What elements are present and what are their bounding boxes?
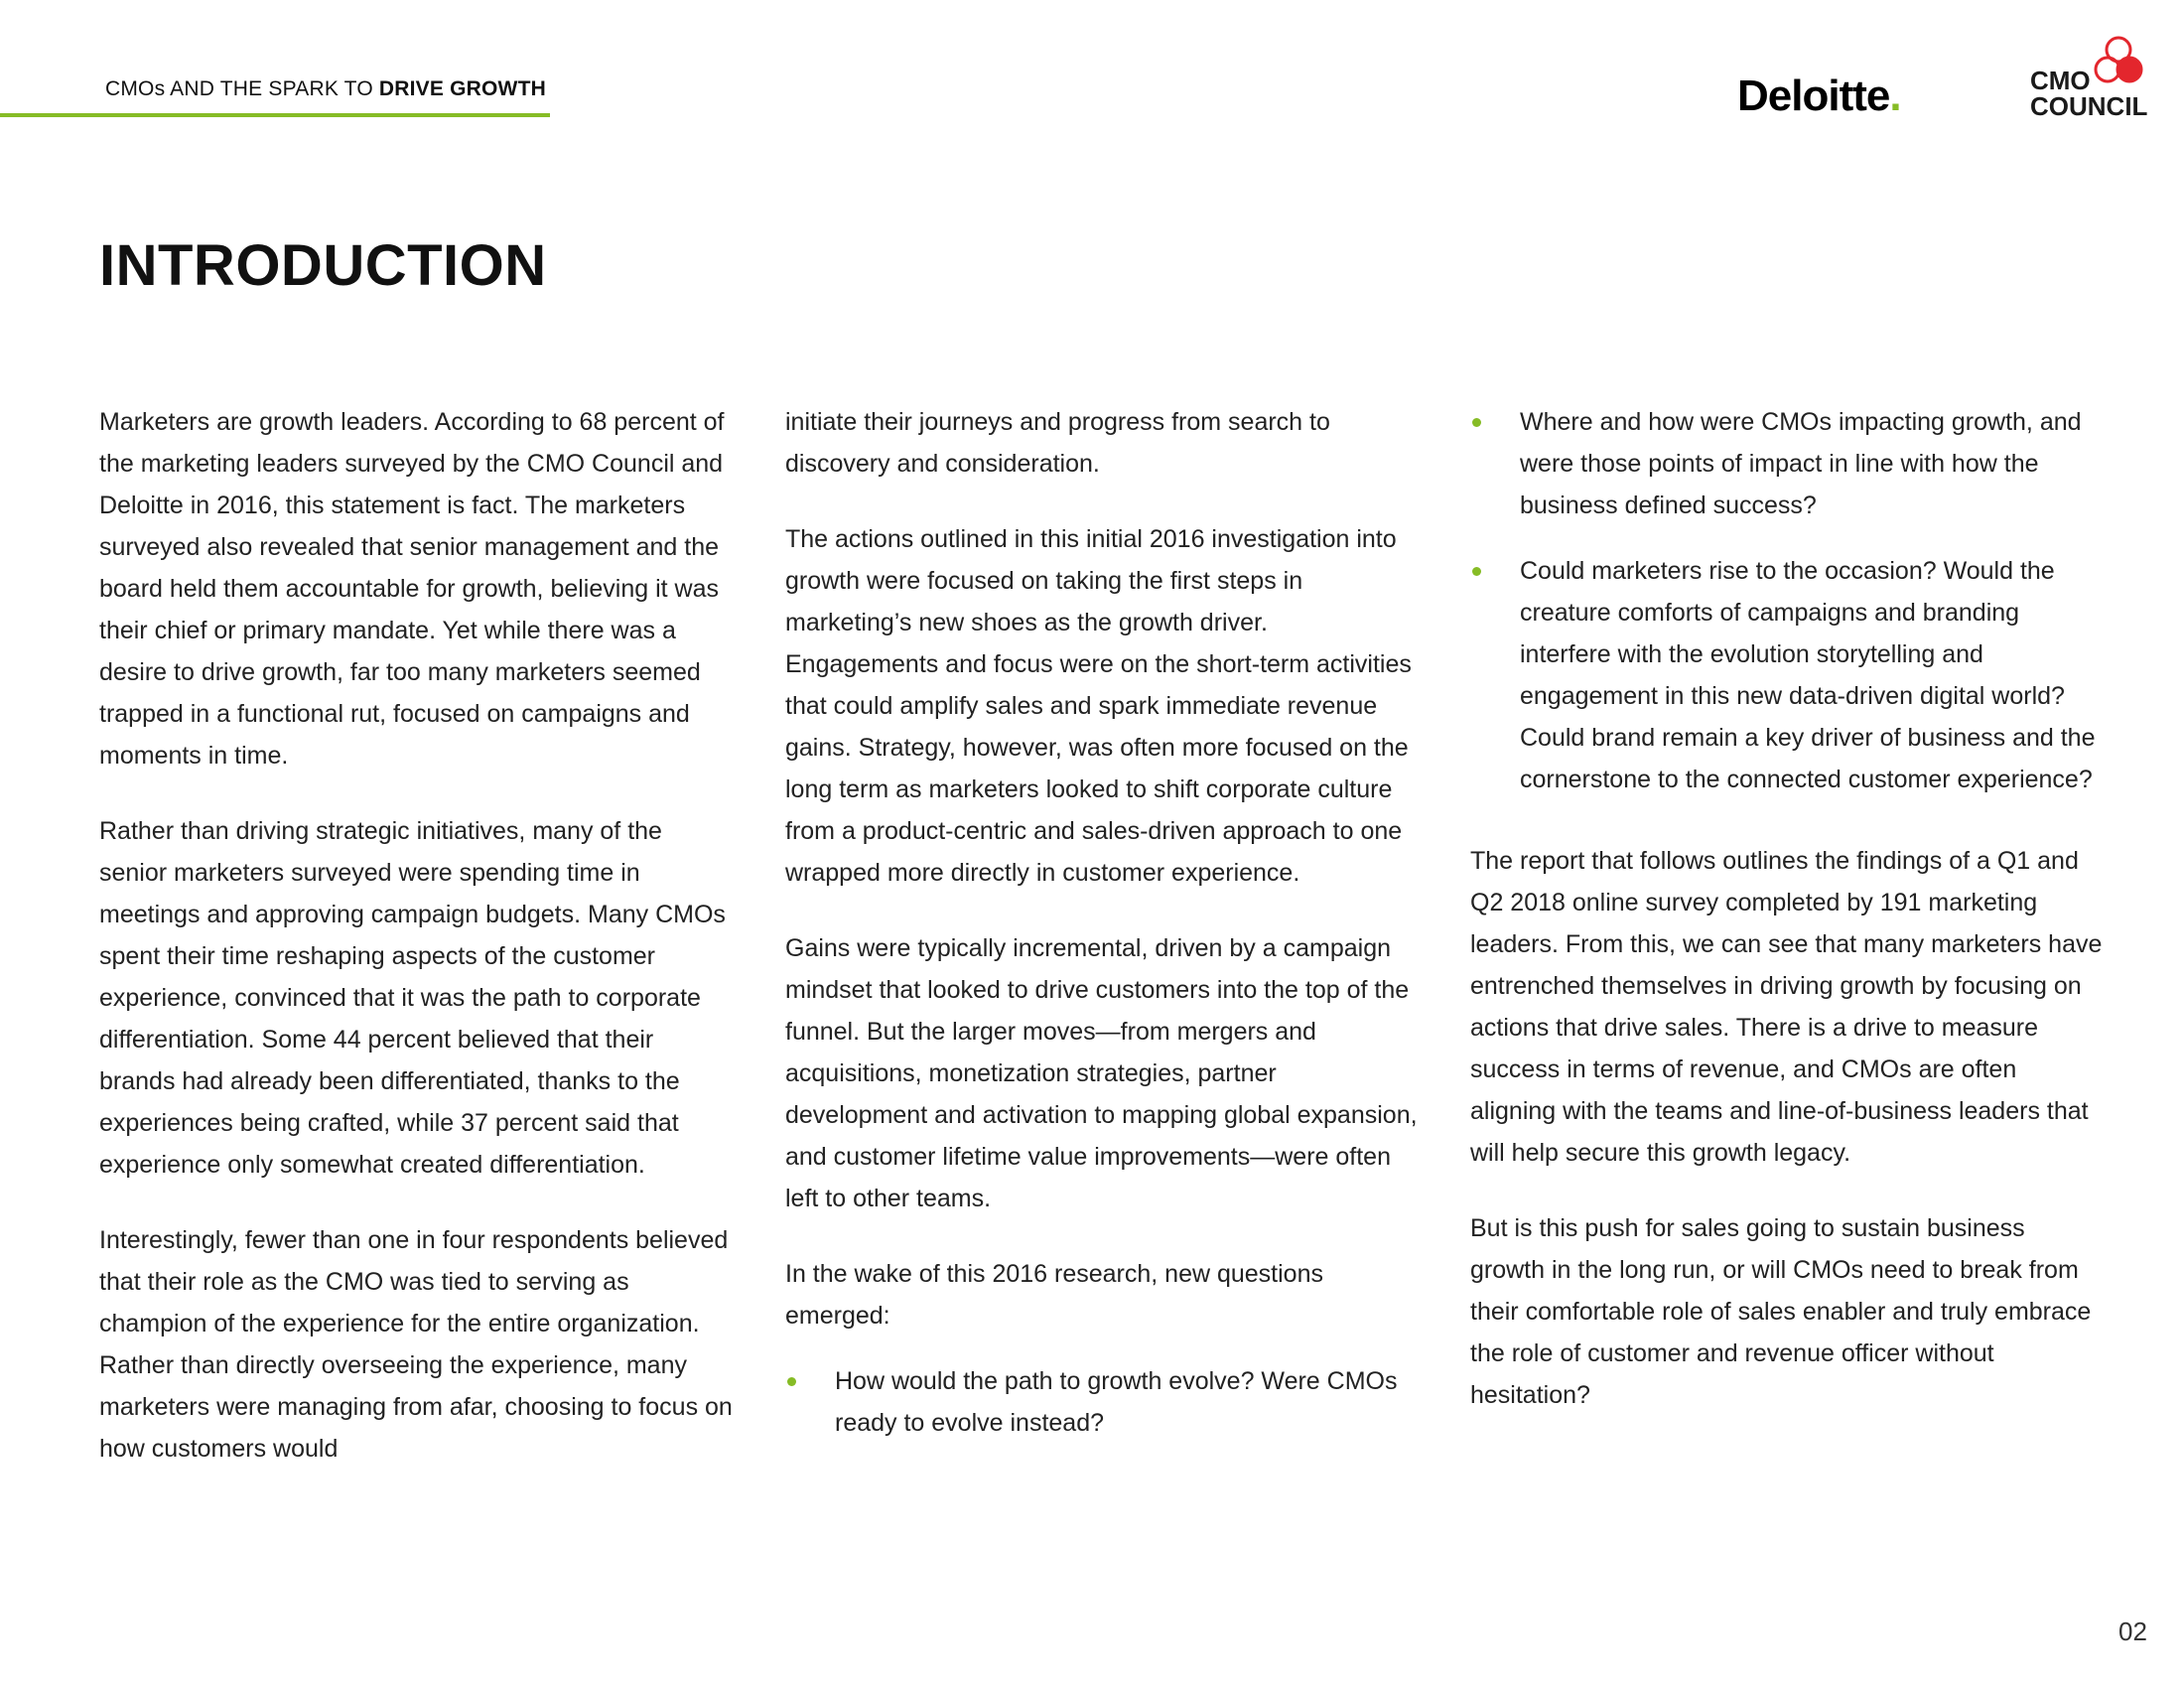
bullet-dot-icon [1472,418,1481,427]
paragraph: The actions outlined in this initial 2016 investigation into growth were focused on taking the first steps in marketing’s new shoes as the growth driver. Engagements and focus were on the short-term activities that could amplify sales and spark immediate revenue gains. Strategy, however, was often more focused on the long term as marketers looked to shift corporate culture from a product-centric and sales-driven approach to one wrapped more directly in customer experience. [785,525,1412,887]
paragraph: initiate their journeys and progress from search to discovery and consideration. [785,408,1330,478]
paragraph: Rather than driving strategic initiatives, many of the senior marketers surveyed were spending time in meetings and approving campaign budgets. Many CMOs spent their time reshaping aspects of the customer experience, convinced that it was the path to corporate differentiation. Some 44 percent believed that their brands had already been differentiated, thanks to the experiences being crafted, while 37 percent said that experience only somewhat created differentiation. [99,817,726,1179]
cmo-council-line2: COUNCIL [2030,91,2148,121]
question-list [1470,401,2106,800]
paragraph: Marketers are growth leaders. According to 68 percent of the marketing leaders surveyed by the CMO Council and Deloitte in 2016, this statement is fact. The marketers surveyed also revealed that senior management and the board held them accountable for growth, believing it was their chief or primary mandate. Yet while there was a desire to drive growth, far too many marketers seemed trapped in a functional rut, focused on campaigns and moments in time. [99,408,725,770]
running-header-bold: DRIVE GROWTH [378,77,546,100]
list-item [1470,401,2106,526]
list-item [785,1360,1421,1444]
paragraph: Gains were typically incremental, driven by a campaign mindset that looked to drive customers into the top of the funnel. But the larger moves—from mergers and acquisitions, monetization strategies, partner development and activation to mapping global expansion, and customer lifetime value improvements—were often left to other teams. [785,934,1418,1212]
page-title: INTRODUCTION [99,233,547,298]
column-2 [785,401,1421,1477]
deloitte-logo-dot: . [1889,71,1901,120]
header-accent-rule [0,113,550,117]
list-item-text: Could marketers rise to the occasion? Would the creature comforts of campaigns and branding interfere with the evolution storytelling and engagement in this new data-driven digital world? Could brand remain a key driver of business and the cornerstone to the connected customer experience? [1520,557,2096,793]
question-list [785,1360,1421,1444]
bullet-dot-icon [787,1377,796,1386]
column-1 [99,401,735,1503]
paragraph: Interestingly, fewer than one in four respondents believed that their role as the CMO was tied to serving as champion of the experience for the entire organization. Rather than directly overseeing the experience, many marketers were managing from afar, choosing to focus on how customers would [99,1226,733,1463]
paragraph: The report that follows outlines the findings of a Q1 and Q2 2018 online survey completed by 191 marketing leaders. From this, we can see that many marketers have entrenched themselves in driving growth by focusing on actions that drive sales. There is a drive to measure success in terms of revenue, and CMOs are often aligning with the teams and line-of-business leaders that will help secure this growth legacy. [1470,847,2103,1167]
list-item-text: How would the path to growth evolve? Were CMOs ready to evolve instead? [835,1367,1398,1437]
cmo-council-logo [2030,36,2159,125]
running-header [105,77,546,101]
list-item-text: Where and how were CMOs impacting growth, and were those points of impact in line with how the business defined success? [1520,408,2082,519]
paragraph: But is this push for sales going to sustain business growth in the long run, or will CMOs need to break from their comfortable role of sales enabler and truly embrace the role of customer and revenue officer without hesitation? [1470,1214,2092,1409]
bullet-dot-icon [1472,567,1481,576]
page-number: 02 [2118,1617,2147,1646]
deloitte-logo-text: Deloitte [1737,71,1890,120]
list-item [1470,550,2106,800]
cmo-council-wordmark [2030,68,2147,119]
running-header-prefix: CMOs AND THE SPARK TO [105,77,379,100]
deloitte-logo [1737,71,1901,121]
cmo-council-line1: CMO [2030,66,2091,95]
column-3 [1470,401,2106,1450]
paragraph: In the wake of this 2016 research, new questions emerged: [785,1260,1323,1330]
